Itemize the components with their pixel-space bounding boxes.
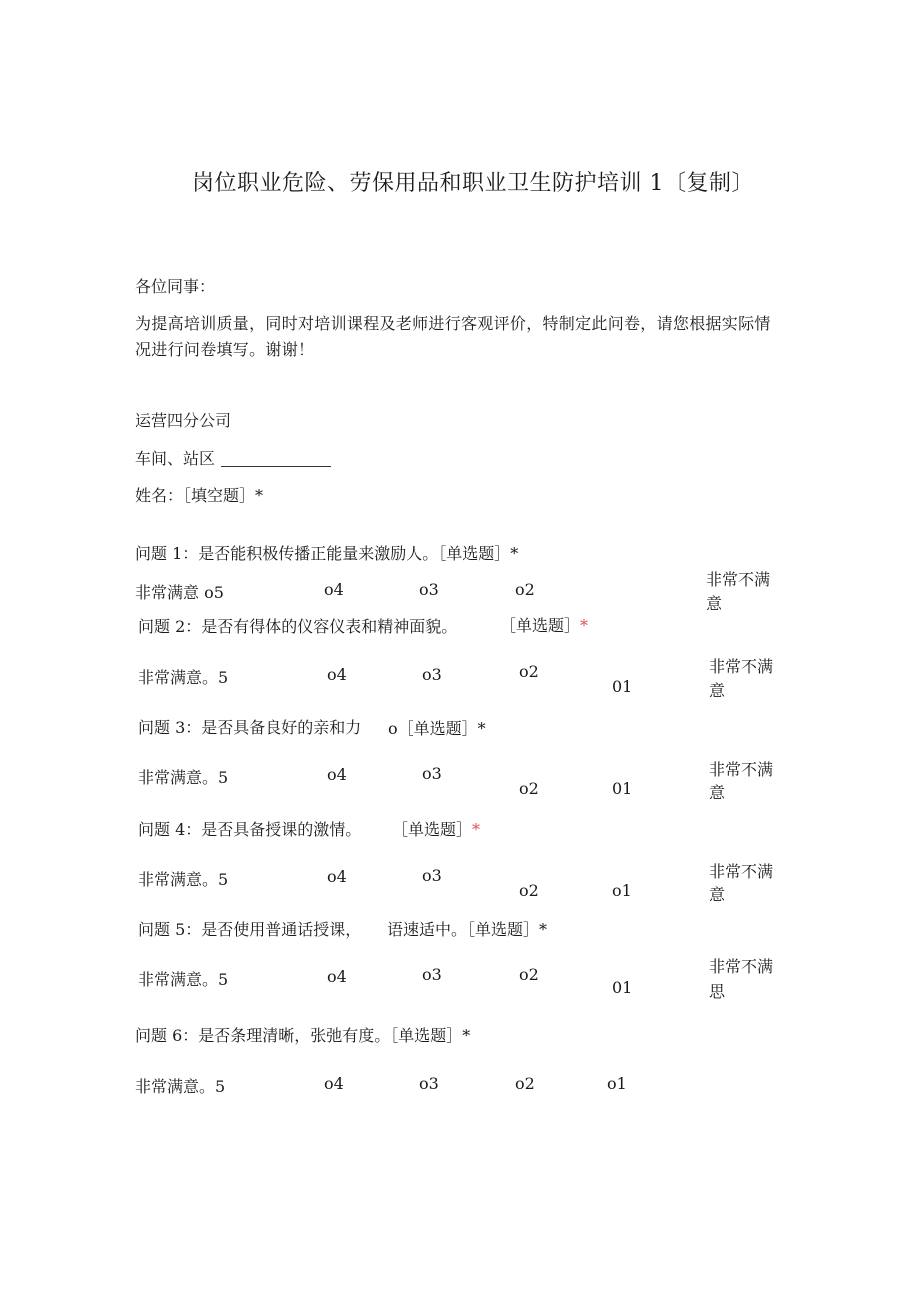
q1-option-1-label-a[interactable]: 非常不满: [706, 570, 771, 589]
q4-low-label-b[interactable]: 意: [709, 885, 726, 904]
greeting: 各位同事：: [135, 277, 216, 296]
q6-option-4[interactable]: o4: [324, 1074, 344, 1093]
question-6-text: 问题 6：是否条理清晰，张弛有度。［单选题］*: [135, 1026, 471, 1045]
q1-option-4[interactable]: o4: [324, 580, 344, 599]
name-field-label[interactable]: 姓名：［填空题］*: [135, 486, 264, 505]
question-3-tag: o［单选题］*: [388, 719, 486, 738]
question-5-tag: 语速适中。［单选题］*: [387, 920, 548, 939]
q1-option-2[interactable]: o2: [515, 580, 535, 599]
q6-option-5[interactable]: 非常满意。5: [135, 1077, 226, 1096]
q2-option-3[interactable]: o3: [422, 665, 442, 684]
q5-option-2[interactable]: o2: [519, 965, 539, 984]
company-name: 运营四分公司: [135, 411, 232, 430]
question-3-text: 问题 3：是否具备良好的亲和力: [138, 718, 362, 737]
question-2-tag: [500, 613, 588, 636]
q5-option-1[interactable]: 01: [612, 978, 633, 997]
q1-option-1-label-b[interactable]: 意: [706, 594, 723, 613]
q4-option-3[interactable]: o3: [422, 866, 442, 885]
q3-option-5[interactable]: 非常满意。5: [138, 768, 229, 787]
required-star: *: [580, 616, 589, 635]
q2-option-5[interactable]: 非常满意。5: [138, 668, 229, 687]
q4-option-2[interactable]: o2: [519, 881, 539, 900]
q5-option-5[interactable]: 非常满意。5: [138, 970, 229, 989]
q3-low-label-a[interactable]: 非常不满: [709, 760, 774, 779]
question-2-text: 问题 2：是否有得体的仪容仪表和精神面貌。: [138, 617, 458, 636]
question-4-text: 问题 4：是否具备授课的激情。: [138, 820, 362, 839]
q2-option-4[interactable]: o4: [327, 665, 347, 684]
q5-low-label-b[interactable]: 思: [709, 982, 726, 1001]
q3-option-4[interactable]: o4: [327, 765, 347, 784]
q3-option-1[interactable]: 01: [612, 779, 633, 798]
q3-low-label-b[interactable]: 意: [709, 783, 726, 802]
intro-paragraph: 为提高培训质量，同时对培训课程及老师进行客观评价，特制定此问卷，请您根据实际情况进行问卷填写。谢谢！: [135, 314, 771, 359]
q2-option-1[interactable]: 01: [612, 677, 633, 696]
question-4-tag: [392, 817, 480, 840]
q3-option-2[interactable]: o2: [519, 779, 539, 798]
q5-low-label-a[interactable]: 非常不满: [709, 957, 774, 976]
required-star: *: [472, 820, 481, 839]
q5-option-4[interactable]: o4: [327, 967, 347, 986]
q4-low-label-a[interactable]: 非常不满: [709, 862, 774, 881]
workshop-field[interactable]: [135, 446, 331, 469]
q4-option-5[interactable]: 非常满意。5: [138, 870, 229, 889]
question-2-type: ［单选题］: [500, 616, 581, 635]
page-title: 岗位职业危险、劳保用品和职业卫生防护培训 1〔复制〕: [192, 171, 754, 196]
q3-option-3[interactable]: o3: [422, 764, 442, 783]
q2-option-2[interactable]: o2: [519, 662, 539, 681]
q1-option-5[interactable]: 非常满意 o5: [135, 583, 224, 602]
q5-option-3[interactable]: o3: [422, 965, 442, 984]
workshop-label: 车间、站区: [135, 449, 216, 468]
q2-low-label-b[interactable]: 意: [709, 681, 726, 700]
workshop-blank[interactable]: [221, 465, 331, 467]
q4-option-1[interactable]: o1: [612, 881, 632, 900]
q6-option-3[interactable]: o3: [419, 1074, 439, 1093]
q2-low-label-a[interactable]: 非常不满: [709, 657, 774, 676]
question-5-text: 问题 5：是否使用普通话授课，: [138, 920, 362, 939]
q6-option-2[interactable]: o2: [515, 1074, 535, 1093]
q1-option-3[interactable]: o3: [419, 580, 439, 599]
q6-option-1[interactable]: o1: [607, 1074, 627, 1093]
question-1-text: 问题 1：是否能积极传播正能量来激励人。［单选题］*: [135, 544, 519, 563]
q4-option-4[interactable]: o4: [327, 867, 347, 886]
question-4-type: ［单选题］: [392, 820, 473, 839]
